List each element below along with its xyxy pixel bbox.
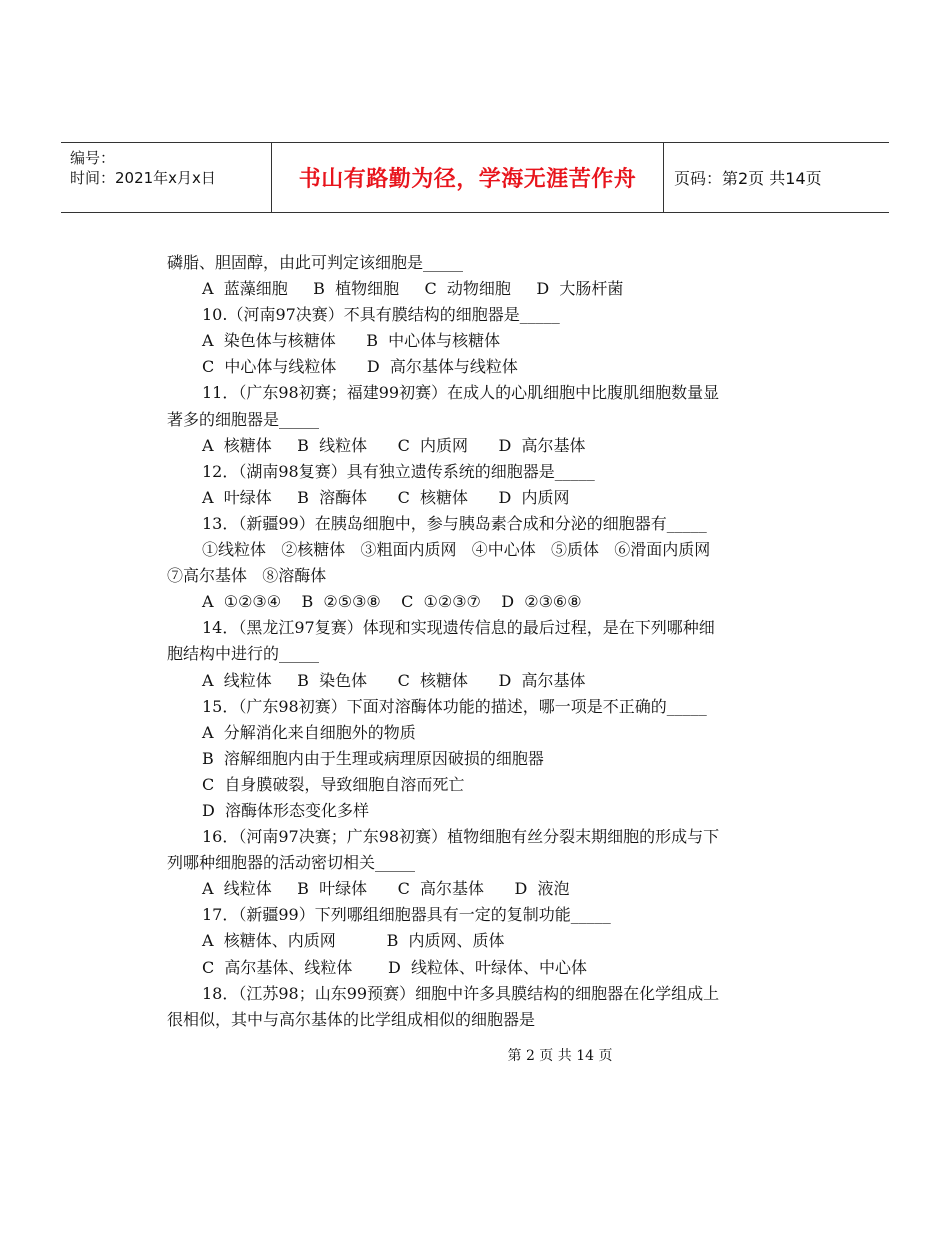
header-motto	[272, 143, 664, 212]
page-label: 页码：第2页 共14页	[674, 169, 822, 188]
text-line: 磷脂、胆固醇，由此可判定该细胞是_____	[167, 253, 464, 272]
footer-page-number: 第 2 页 共 14 页	[507, 1048, 613, 1064]
header-page	[664, 143, 889, 212]
text-line: 胞结构中进行的_____	[167, 644, 320, 664]
text-line: C 高尔基体、线粒体 D 线粒体、叶绿体、中心体	[202, 957, 588, 977]
text-line: A 分解消化来自细胞外的物质	[202, 722, 416, 742]
text-line: C 中心体与线粒体 D 高尔基体与线粒体	[202, 357, 518, 377]
text-line: A 线粒体 B 叶绿体 C 高尔基体 D 液泡	[202, 879, 570, 899]
text-line: 著多的细胞器是_____	[167, 409, 320, 429]
page-footer	[0, 1045, 950, 1065]
text-line: A 核糖体 B 线粒体 C 内质网 D 高尔基体	[202, 435, 586, 455]
text-line: B 溶解细胞内由于生理或病理原因破损的细胞器	[202, 748, 544, 768]
text-line: C 自身膜破裂，导致细胞自溶而死亡	[202, 774, 465, 794]
number-label: 编号：	[70, 149, 116, 167]
text-line: 12．（湖南98复赛）具有独立遗传系统的细胞器是_____	[202, 461, 595, 481]
text-line: A 蓝藻细胞 B 植物细胞 C 动物细胞 D 大肠杆菌	[202, 279, 624, 299]
text-line: A ①②③④ B ②⑤③⑧ C ①②③⑦ D ②③⑥⑧	[202, 592, 582, 612]
text-line: 15．（广东98初赛）下面对溶酶体功能的描述，哪一项是不正确的_____	[202, 696, 707, 716]
text-line: 列哪种细胞器的活动密切相关_____	[167, 853, 416, 873]
text-line: 10.（河南97决赛）不具有膜结构的细胞器是_____	[202, 305, 560, 325]
header-meta	[61, 143, 272, 212]
time-label: 时间：2021年x月x日	[70, 169, 216, 187]
page-header	[61, 142, 889, 213]
text-line: A 核糖体、内质网 B 内质网、质体	[202, 931, 505, 951]
text-line: 11．（广东98初赛；福建99初赛）在成人的心肌细胞中比腹肌细胞数量显	[202, 383, 720, 403]
text-line: A 叶绿体 B 溶酶体 C 核糖体 D 内质网	[202, 487, 570, 507]
text-line: D 溶酶体形态变化多样	[202, 800, 370, 820]
document-body	[167, 250, 787, 1033]
text-line: 很相似，其中与高尔基体的比学组成相似的细胞器是	[167, 1009, 536, 1029]
text-line: 14．（黑龙江97复赛）体现和实现遗传信息的最后过程，是在下列哪种细	[202, 618, 715, 638]
text-line: 16．（河南97决赛；广东98初赛）植物细胞有丝分裂末期细胞的形成与下	[202, 827, 720, 847]
text-line: ①线粒体 ②核糖体 ③粗面内质网 ④中心体 ⑤质体 ⑥滑面内质网	[202, 540, 711, 560]
text-line: 18．（江苏98；山东99预赛）细胞中许多具膜结构的细胞器在化学组成上	[202, 983, 720, 1003]
text-line: 17．（新疆99）下列哪组细胞器具有一定的复制功能_____	[202, 905, 611, 925]
text-line: A 染色体与核糖体 B 中心体与核糖体	[202, 331, 501, 351]
text-line: 13．（新疆99）在胰岛细胞中，参与胰岛素合成和分泌的细胞器有_____	[202, 513, 707, 533]
text-line: ⑦高尔基体 ⑧溶酶体	[167, 566, 327, 586]
motto-text: 书山有路勤为径，学海无涯苦作舟	[298, 167, 637, 192]
text-line: A 线粒体 B 染色体 C 核糖体 D 高尔基体	[202, 670, 586, 690]
